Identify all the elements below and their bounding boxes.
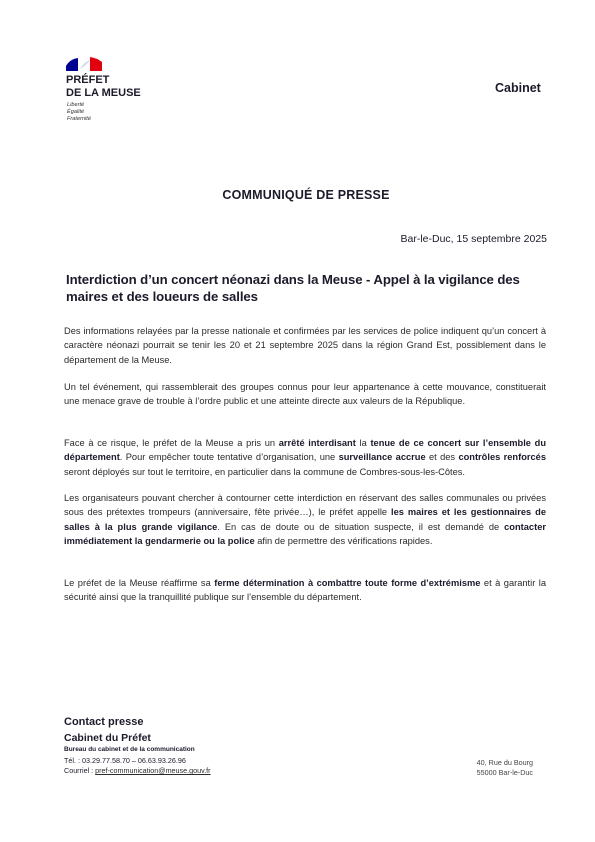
p4-bold-2: contacter immédiatement la gendarmerie ou la police [64, 521, 546, 546]
p5-bold-1: ferme détermination à combattre toute forme d’extrémisme [214, 578, 481, 588]
contact-email-line [64, 766, 211, 775]
prefecture-title [66, 74, 176, 100]
p4-bold-1: les maires et les gestionnaires de salles à la plus grande vigilance [64, 507, 546, 532]
contact-email-link[interactable]: pref-communication@meuse.gouv.fr [95, 766, 211, 775]
body-paragraph-1: Des informations relayées par la presse nationale et confirmées par les services de police indiquent qu’un concert à caractère néonazi pourrait se tenir les 20 et 21 septembre 2025 dans la région Grand Est, possiblement dans le département de la Meuse. [64, 326, 546, 365]
contact-name: Cabinet du Préfet [64, 732, 151, 744]
p4-text-1: Les organisateurs pouvant chercher à contourner cette interdiction en réservant des salles communales ou privées sous des prétextes trompeurs (anniversaire, fête privée…), le préfet appelle [64, 493, 546, 518]
body-paragraph-5 [64, 576, 546, 605]
p3-text-1: Face à ce risque, le préfet de la Meuse a pris un [64, 438, 279, 448]
motto-fraternite: Fraternité [67, 115, 91, 122]
p3-bold-2: tenue de ce concert sur l’ensemble du département [64, 438, 546, 463]
address-line-1: 40, Rue du Bourg [476, 758, 533, 767]
body-paragraph-4 [64, 491, 546, 548]
p5-text-2: et à garantir la sécurité ainsi que la tranquillité publique sur l’ensemble du département. [64, 578, 546, 603]
contact-email-label: Courriel : [64, 766, 96, 775]
contact-heading: Contact presse [64, 716, 144, 728]
contact-service: Bureau du cabinet et de la communication [64, 746, 195, 753]
republic-flag-logo [66, 57, 102, 71]
p5-text-1: Le préfet de la Meuse réaffirme sa [64, 578, 215, 588]
body-paragraph-2: Un tel événement, qui rassemblerait des groupes connus pour leur appartenance à cette mouvance, constituerait une menace grave de trouble à l’ordre public et une atteinte directe aux valeurs de la République. [64, 382, 546, 407]
p4-text-2: . En cas de doute ou de situation suspecte, il est demandé de [217, 521, 505, 532]
body-paragraph-3 [64, 436, 546, 479]
prefecture-title-line2: DE LA MEUSE [66, 87, 141, 99]
document-type-heading: COMMUNIQUÉ DE PRESSE [222, 188, 390, 202]
flag-red-band [90, 57, 102, 71]
motto-egalite: Égalité [67, 108, 85, 115]
flag-blue-band [66, 58, 78, 71]
p3-bold-3: surveillance accrue [338, 452, 426, 463]
p3-bold-4: contrôles renforcés [458, 452, 546, 463]
dateline: Bar-le-Duc, 15 septembre 2025 [400, 233, 547, 245]
press-release-headline: Interdiction d’un concert néonazi dans la Meuse - Appel à la vigilance des maires et des loueurs de salles [66, 272, 520, 304]
motto-liberte: Liberté [67, 102, 85, 108]
address-line-2: 55000 Bar-le-Duc [476, 768, 533, 777]
contact-phone: Tél. : 03.29.77.58.70 – 06.63.93.26.96 [64, 756, 186, 765]
p3-text-3: . Pour empêcher toute tentative d’organisation, une [119, 452, 339, 463]
p3-text-2: la [355, 438, 371, 448]
p4-text-3: afin de permettre des vérifications rapides. [254, 535, 433, 546]
p3-text-4: et des [425, 452, 459, 463]
department-label: Cabinet [495, 81, 541, 95]
prefecture-title-line1: PRÉFET [66, 74, 110, 86]
republic-motto [67, 102, 91, 122]
postal-address [477, 758, 533, 778]
p3-text-5: seront déployés sur tout le territoire, en particulier dans la commune de Combres-sous-les-Côtes. [64, 466, 465, 477]
p3-bold-1: arrêté interdisant [278, 438, 356, 448]
